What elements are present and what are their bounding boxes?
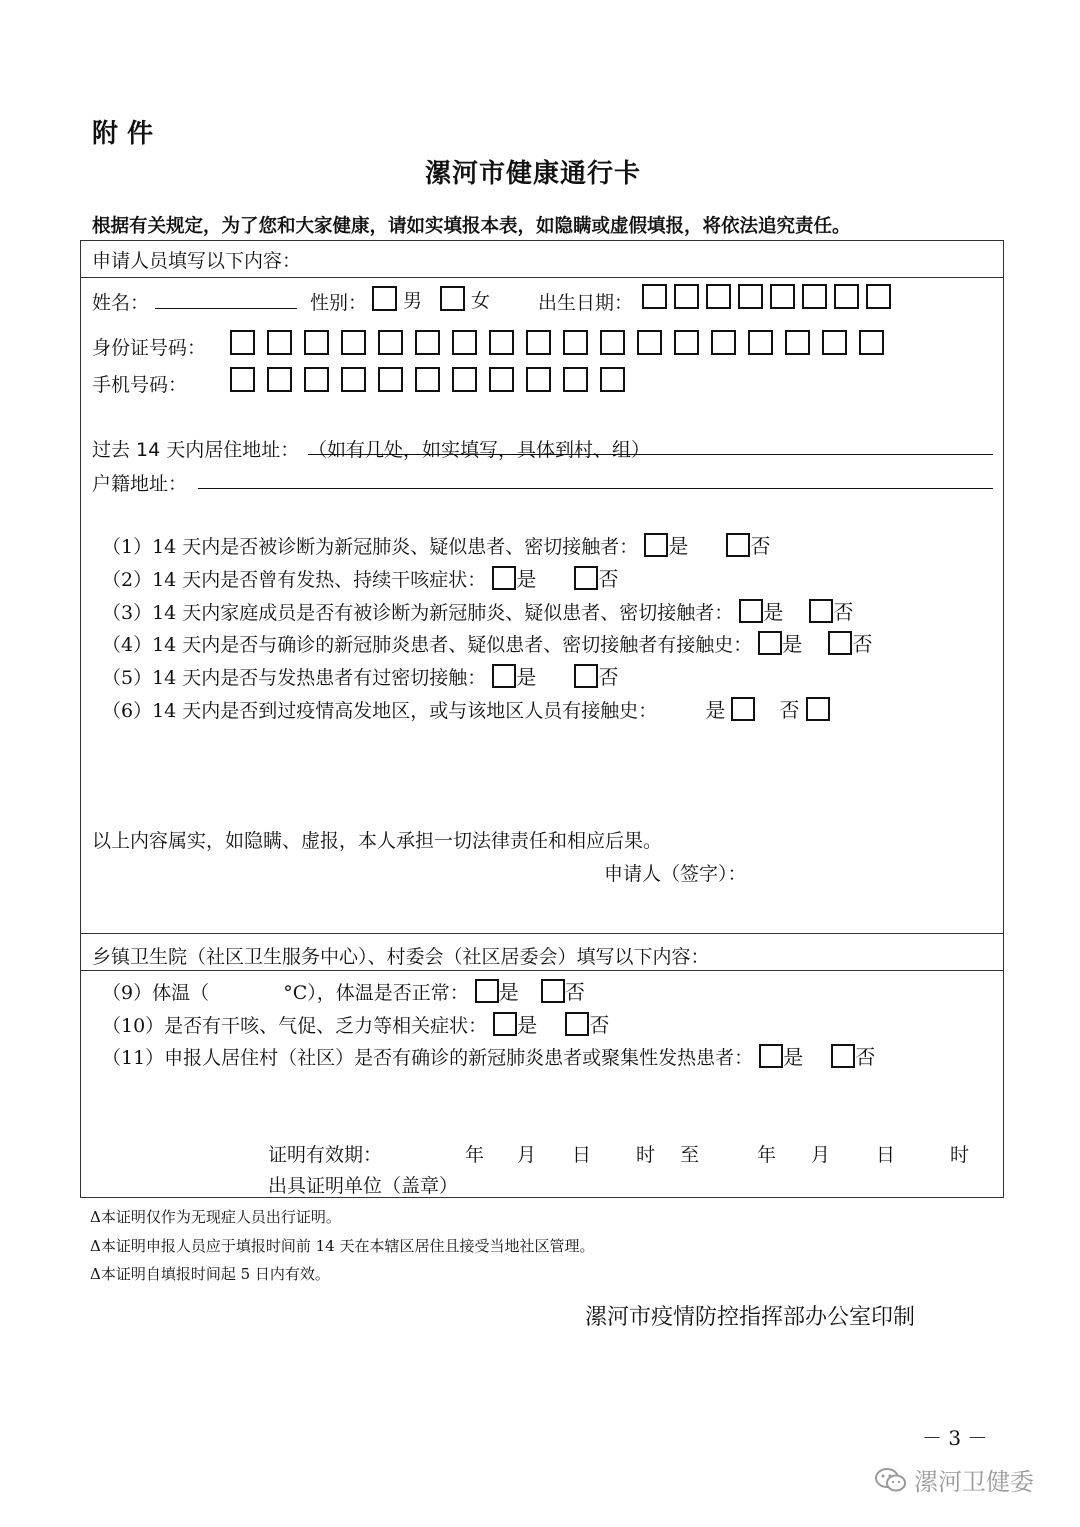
yes-label: 是	[705, 698, 726, 722]
digit-box[interactable]	[267, 367, 292, 392]
no-checkbox[interactable]	[574, 664, 598, 688]
question-row	[102, 628, 872, 657]
digit-box[interactable]	[866, 284, 891, 309]
digit-box[interactable]	[378, 330, 403, 355]
question-row	[102, 563, 618, 592]
digit-box[interactable]	[341, 367, 366, 392]
validity-label: 证明有效期：	[268, 1144, 383, 1166]
no-label: 否	[564, 980, 585, 1004]
validity-day: 日	[876, 1144, 896, 1166]
signature-label: 申请人（签字）：	[604, 863, 747, 885]
question-text: （5）14 天内是否与发热患者有过密切接触：	[102, 667, 487, 689]
yes-checkbox[interactable]	[739, 599, 763, 623]
note-item: Δ本证明自填报时间起 5 日内有效。	[90, 1265, 330, 1283]
yes-label: 是	[763, 600, 784, 624]
issuer-label: 出具证明单位（盖章）	[268, 1175, 459, 1197]
yes-checkbox[interactable]	[644, 533, 668, 557]
question-row	[102, 596, 853, 625]
question-row	[102, 1009, 609, 1038]
validity-year: 年	[757, 1144, 777, 1166]
digit-box[interactable]	[748, 330, 773, 355]
yes-checkbox[interactable]	[492, 664, 516, 688]
no-label: 否	[598, 665, 619, 689]
wechat-icon	[874, 1466, 908, 1494]
yes-checkbox[interactable]	[758, 631, 782, 655]
digit-box[interactable]	[637, 330, 662, 355]
no-label: 否	[750, 534, 771, 558]
household-field[interactable]	[198, 466, 993, 489]
validity-month: 月	[517, 1144, 537, 1166]
section1-header: 申请人员填写以下内容：	[92, 250, 302, 272]
question-text: （10）是否有干咳、气促、乏力等相关症状：	[102, 1015, 488, 1037]
digit-box[interactable]	[711, 330, 736, 355]
no-checkbox[interactable]	[726, 533, 750, 557]
no-checkbox[interactable]	[541, 979, 565, 1003]
digit-box[interactable]	[600, 330, 625, 355]
digit-box[interactable]	[802, 284, 827, 309]
no-checkbox[interactable]	[574, 566, 598, 590]
no-checkbox[interactable]	[565, 1012, 589, 1036]
question-row	[102, 1041, 875, 1070]
digit-box[interactable]	[822, 330, 847, 355]
question-row	[102, 694, 830, 723]
yes-label: 是	[782, 632, 803, 656]
digit-box[interactable]	[341, 330, 366, 355]
question-row	[102, 661, 618, 690]
digit-box[interactable]	[785, 330, 810, 355]
intro-text: 根据有关规定，为了您和大家健康，请如实填报本表，如隐瞒或虚假填报，将依法追究责任。	[92, 216, 851, 237]
question-text: （11）申报人居住村（社区）是否有确诊的新冠肺炎患者或聚集性发热患者：	[102, 1047, 754, 1069]
digit-box[interactable]	[267, 330, 292, 355]
yes-checkbox[interactable]	[759, 1044, 783, 1068]
birth-label: 出生日期：	[538, 292, 634, 314]
no-label: 否	[852, 632, 873, 656]
section2-header: 乡镇卫生院（社区卫生服务中心）、村委会（社区居委会）填写以下内容：	[92, 946, 710, 968]
yes-label: 是	[498, 980, 519, 1004]
question-text: （4）14 天内是否与确诊的新冠肺炎患者、疑似患者、密切接触者有接触史：	[102, 634, 753, 656]
declaration-text: 以上内容属实，如隐瞒、虚报，本人承担一切法律责任和相应后果。	[92, 830, 663, 852]
no-checkbox[interactable]	[831, 1044, 855, 1068]
yes-checkbox[interactable]	[493, 1012, 517, 1036]
validity-hour: 时	[950, 1144, 970, 1166]
note-item: Δ本证明仅作为无现症人员出行证明。	[90, 1208, 341, 1226]
digit-box[interactable]	[489, 367, 514, 392]
digit-box[interactable]	[526, 367, 551, 392]
digit-box[interactable]	[674, 284, 699, 309]
divider	[80, 970, 1004, 971]
question-text: （6）14 天内是否到过疫情高发地区，或与该地区人员有接触史：	[102, 700, 658, 722]
yes-checkbox[interactable]	[492, 566, 516, 590]
no-checkbox[interactable]	[828, 631, 852, 655]
validity-month: 月	[811, 1144, 831, 1166]
phone-number-boxes[interactable]	[230, 367, 625, 392]
note-item: Δ本证明申报人员应于填报时间前 14 天在本辖区居住且接受当地社区管理。	[90, 1237, 595, 1255]
validity-day: 日	[572, 1144, 592, 1166]
digit-box[interactable]	[674, 330, 699, 355]
yes-label: 是	[668, 534, 689, 558]
no-label: 否	[779, 698, 800, 722]
birth-date-boxes[interactable]	[642, 284, 891, 309]
digit-box[interactable]	[230, 367, 255, 392]
digit-box[interactable]	[415, 367, 440, 392]
name-label: 姓名：	[92, 292, 150, 314]
digit-box[interactable]	[600, 367, 625, 392]
household-label: 户籍地址：	[92, 473, 188, 495]
question-text: （3）14 天内家庭成员是否有被诊断为新冠肺炎、疑似患者、密切接触者：	[102, 602, 734, 624]
digit-box[interactable]	[706, 284, 731, 309]
digit-box[interactable]	[489, 330, 514, 355]
question-text: （1）14 天内是否被诊断为新冠肺炎、疑似患者、密切接触者：	[102, 536, 639, 558]
digit-box[interactable]	[304, 367, 329, 392]
female-label: 女	[471, 290, 491, 312]
male-label: 男	[403, 290, 423, 312]
no-label: 否	[589, 1013, 610, 1037]
digit-box[interactable]	[304, 330, 329, 355]
no-label: 否	[598, 567, 619, 591]
digit-box[interactable]	[738, 284, 763, 309]
phone-label: 手机号码：	[92, 374, 188, 396]
watermark-text: 漯河卫健委	[914, 1468, 1034, 1496]
digit-box[interactable]	[415, 330, 440, 355]
no-label: 否	[855, 1045, 876, 1069]
no-checkbox[interactable]	[806, 697, 830, 721]
residence-hint: （如有几处，如实填写，具体到村、组）	[308, 439, 651, 461]
gender-label: 性别：	[310, 292, 368, 314]
digit-box[interactable]	[563, 367, 588, 392]
female-checkbox[interactable]	[440, 286, 465, 311]
validity-to: 至	[680, 1144, 700, 1166]
page-title: 漯河市健康通行卡	[425, 159, 642, 189]
yes-checkbox[interactable]	[731, 697, 755, 721]
page-number: － 3 －	[922, 1426, 988, 1450]
temperature-row	[102, 976, 585, 1005]
yes-checkbox[interactable]	[475, 979, 499, 1003]
validity-hour: 时	[636, 1144, 656, 1166]
digit-box[interactable]	[378, 367, 403, 392]
digit-box[interactable]	[834, 284, 859, 309]
name-field[interactable]	[155, 286, 297, 309]
digit-box[interactable]	[563, 330, 588, 355]
question-text: （2）14 天内是否曾有发热、持续干咳症状：	[102, 569, 487, 591]
watermark	[874, 1462, 1034, 1497]
q9-prefix: （9）体温（	[102, 982, 210, 1004]
yes-label: 是	[516, 567, 537, 591]
yes-label: 是	[517, 1013, 538, 1037]
question-row	[102, 530, 770, 559]
id-label: 身份证号码：	[92, 337, 207, 359]
gender-female[interactable]	[440, 286, 490, 313]
digit-box[interactable]	[859, 330, 884, 355]
validity-year: 年	[465, 1144, 485, 1166]
digit-box[interactable]	[452, 330, 477, 355]
residence-label: 过去 14 天内居住地址：	[92, 439, 300, 461]
attachment-label: 附 件	[92, 119, 154, 149]
digit-box[interactable]	[770, 284, 795, 309]
yes-label: 是	[783, 1045, 804, 1069]
id-number-boxes[interactable]	[230, 330, 884, 355]
digit-box[interactable]	[230, 330, 255, 355]
printer-label: 漯河市疫情防控指挥部办公室印制	[585, 1305, 916, 1330]
q9-unit: °C），体温是否正常：	[283, 982, 469, 1004]
yes-label: 是	[516, 665, 537, 689]
no-checkbox[interactable]	[809, 599, 833, 623]
no-label: 否	[833, 600, 854, 624]
digit-box[interactable]	[526, 330, 551, 355]
digit-box[interactable]	[452, 367, 477, 392]
male-checkbox[interactable]	[372, 286, 397, 311]
divider	[80, 933, 1004, 934]
gender-male[interactable]	[372, 286, 422, 313]
digit-box[interactable]	[642, 284, 667, 309]
divider	[80, 277, 1004, 278]
